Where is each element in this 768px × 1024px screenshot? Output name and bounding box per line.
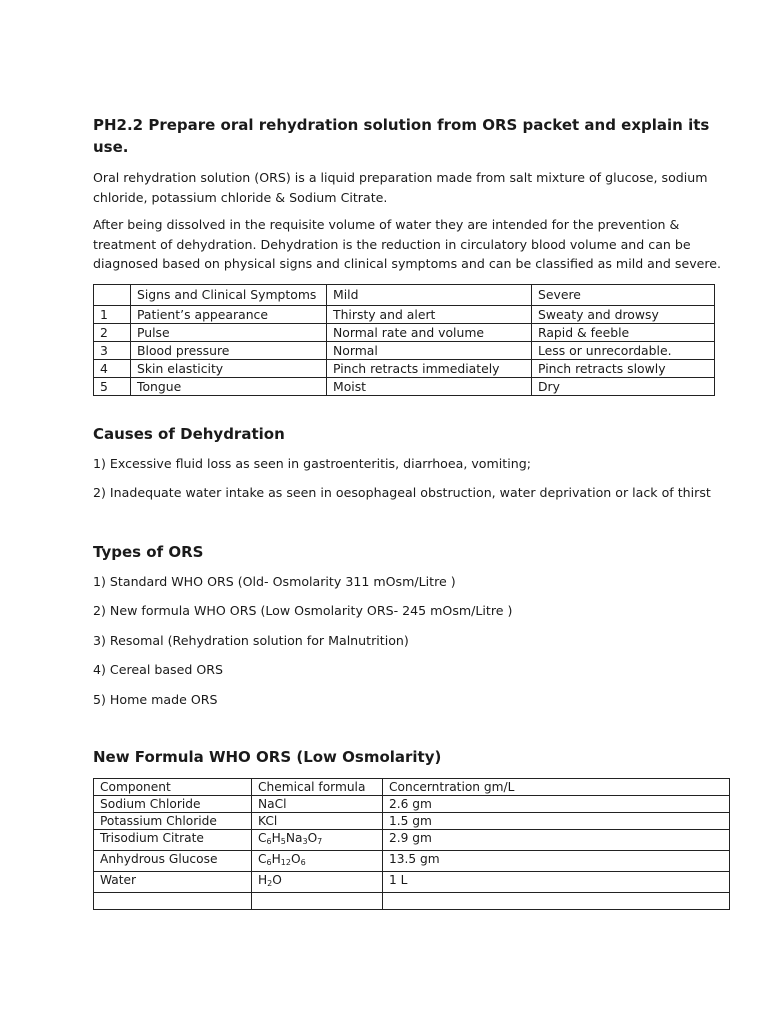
types-item-2: 2) New formula WHO ORS (Low Osmolarity ORS- 245 mOsm/Litre ) xyxy=(93,603,513,618)
table-row xyxy=(94,377,715,395)
formula-subscript: 7 xyxy=(317,837,323,846)
table-cell: Patient’s appearance xyxy=(131,305,327,323)
concentration-cell: 1.5 gm xyxy=(383,813,730,830)
table-row xyxy=(94,305,715,323)
concentration-cell: 2.6 gm xyxy=(383,796,730,813)
table-cell: Moist xyxy=(327,377,532,395)
component-cell: Water xyxy=(94,872,252,893)
formula-subscript: 3 xyxy=(302,837,308,846)
table-header-row xyxy=(94,779,730,796)
formula-table xyxy=(93,778,730,910)
formula-element: C xyxy=(258,831,267,845)
table-cell: Skin elasticity xyxy=(131,359,327,377)
table-cell: Normal rate and volume xyxy=(327,323,532,341)
causes-heading: Causes of Dehydration xyxy=(93,424,285,443)
formula-element: Na xyxy=(285,831,303,845)
formula-element: O xyxy=(290,852,301,866)
table-row xyxy=(94,872,730,893)
causes-item-1: 1) Excessive fluid loss as seen in gastroenteritis, diarrhoea, vomiting; xyxy=(93,455,531,471)
formula-cell xyxy=(252,851,383,872)
table-header-row xyxy=(94,284,715,305)
intro-paragraph-1: Oral rehydration solution (ORS) is a liquid preparation made from salt mixture of glucose, sodium chloride, potassium chloride & Sodium Citrate. xyxy=(93,170,708,205)
empty-cell xyxy=(252,893,383,910)
formula-subscript: 6 xyxy=(266,858,272,867)
table-cell: 1 xyxy=(94,305,131,323)
causes-item-2: 2) Inadequate water intake as seen in oesophageal obstruction, water deprivation or lack of thirst xyxy=(93,485,711,500)
empty-cell xyxy=(94,893,252,910)
component-cell: Trisodium Citrate xyxy=(94,830,252,851)
table-cell: Tongue xyxy=(131,377,327,395)
table-header-cell xyxy=(94,284,131,305)
table-header-cell: Mild xyxy=(327,284,532,305)
types-item-5: 5) Home made ORS xyxy=(93,691,218,707)
formula-element: C xyxy=(258,852,267,866)
table-cell: Pulse xyxy=(131,323,327,341)
table-cell: Normal xyxy=(327,341,532,359)
formula-cell xyxy=(252,872,383,893)
table-cell: Dry xyxy=(532,377,715,395)
concentration-cell: 13.5 gm xyxy=(383,851,730,872)
concentration-cell: 2.9 gm xyxy=(383,830,730,851)
intro-paragraph-2: After being dissolved in the requisite volume of water they are intended for the prevention & treatment of dehydration. Dehydration is the reduction in circulatory blood volume and can be diagnosed based on physical signs and clinical symptoms and can be classified as mild and severe. xyxy=(93,217,722,271)
table-cell: Thirsty and alert xyxy=(327,305,532,323)
types-item-1: 1) Standard WHO ORS (Old- Osmolarity 311 mOsm/Litre ) xyxy=(93,573,456,589)
formula-element: H xyxy=(271,852,281,866)
table-header-cell: Chemical formula xyxy=(252,779,383,796)
table-cell: Sweaty and drowsy xyxy=(532,305,715,323)
table-cell: Pinch retracts immediately xyxy=(327,359,532,377)
formula-cell: KCl xyxy=(252,813,383,830)
table-cell: 3 xyxy=(94,341,131,359)
table-cell: Blood pressure xyxy=(131,341,327,359)
formula-subscript: 12 xyxy=(280,858,291,867)
table-cell: 5 xyxy=(94,377,131,395)
page-title: PH2.2 Prepare oral rehydration solution from ORS packet and explain its use. xyxy=(93,116,710,156)
component-cell: Anhydrous Glucose xyxy=(94,851,252,872)
types-item-4: 4) Cereal based ORS xyxy=(93,662,224,677)
table-header-cell: Component xyxy=(94,779,252,796)
table-cell: Rapid & feeble xyxy=(532,323,715,341)
table-row xyxy=(94,893,730,910)
formula-subscript: 6 xyxy=(300,858,306,867)
concentration-cell: 1 L xyxy=(383,872,730,893)
component-cell: Sodium Chloride xyxy=(94,796,252,813)
table-header-cell: Concerntration gm/L xyxy=(383,779,730,796)
table-header-cell: Severe xyxy=(532,284,715,305)
table-cell: Less or unrecordable. xyxy=(532,341,715,359)
empty-cell xyxy=(383,893,730,910)
table-header-cell: Signs and Clinical Symptoms xyxy=(131,284,327,305)
formula-element: O xyxy=(272,873,282,887)
types-item-3: 3) Resomal (Rehydration solution for Malnutrition) xyxy=(93,632,409,648)
formula-element: H xyxy=(258,873,268,887)
table-row xyxy=(94,341,715,359)
table-row xyxy=(94,830,730,851)
formula-element: H xyxy=(271,831,281,845)
document-page xyxy=(93,114,733,910)
symptoms-table xyxy=(93,284,715,396)
table-cell: 2 xyxy=(94,323,131,341)
table-cell: Pinch retracts slowly xyxy=(532,359,715,377)
formula-heading: New Formula WHO ORS (Low Osmolarity) xyxy=(93,748,442,766)
formula-subscript: 2 xyxy=(267,879,273,888)
formula-cell: NaCl xyxy=(252,796,383,813)
formula-subscript: 6 xyxy=(266,837,272,846)
table-row xyxy=(94,323,715,341)
types-heading: Types of ORS xyxy=(93,542,204,561)
table-row xyxy=(94,813,730,830)
table-cell: 4 xyxy=(94,359,131,377)
component-cell: Potassium Chloride xyxy=(94,813,252,830)
table-row xyxy=(94,796,730,813)
table-row xyxy=(94,359,715,377)
formula-subscript: 5 xyxy=(280,837,286,846)
table-row xyxy=(94,851,730,872)
formula-cell xyxy=(252,830,383,851)
formula-element: O xyxy=(307,831,318,845)
